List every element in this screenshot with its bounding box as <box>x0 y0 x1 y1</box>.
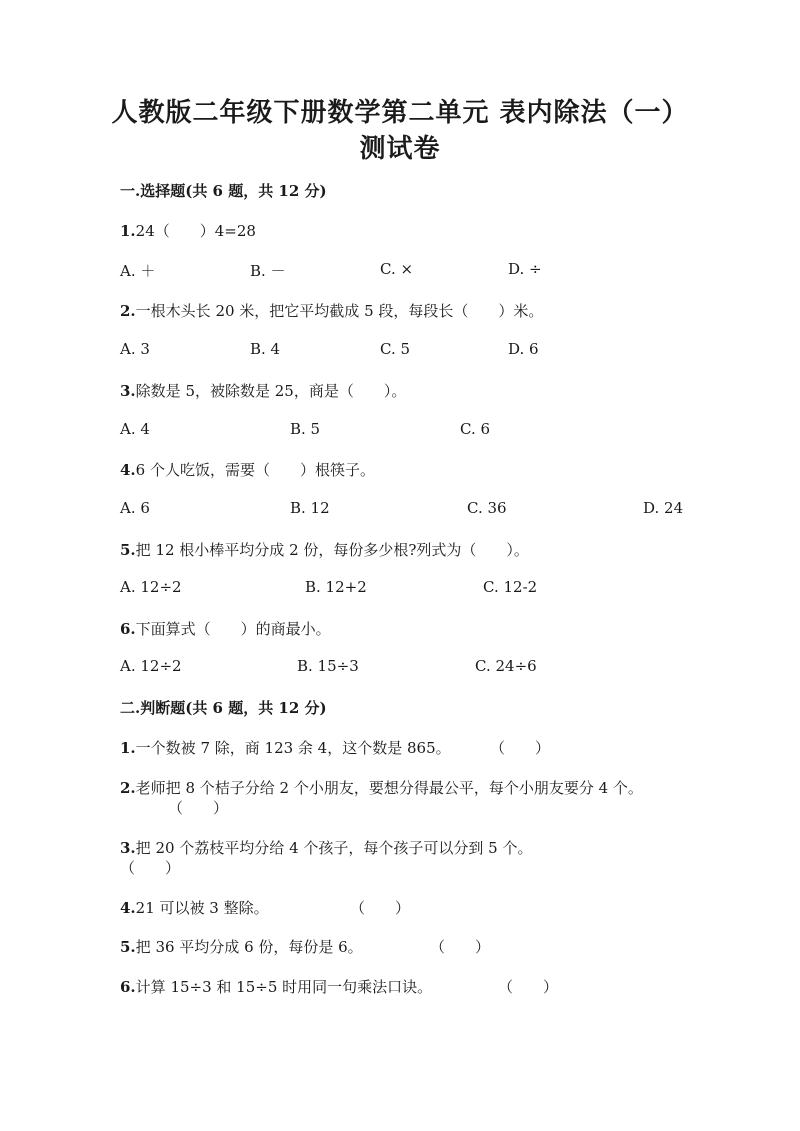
judge-question-5 <box>120 936 363 957</box>
question-text: 24（ ）4=28 <box>135 222 256 240</box>
question-number: 3. <box>120 839 136 857</box>
option-d: D. 24 <box>643 499 684 517</box>
option-b: B. 12+2 <box>305 578 367 596</box>
option-b: B. － <box>250 262 286 280</box>
judge-question-6 <box>120 976 432 997</box>
option-a: A. 6 <box>120 499 150 517</box>
question-text: 一个数被 7 除，商 123 余 4，这个数是 865。 <box>135 739 451 757</box>
answer-bracket: （ ） <box>430 938 491 956</box>
answer-bracket: （ ） <box>498 978 559 996</box>
question-number: 2. <box>120 779 136 797</box>
option-a: A. 4 <box>120 420 150 438</box>
judge-question-2 <box>120 777 643 798</box>
option-a: A. 3 <box>120 340 150 358</box>
option-c: C. 12-2 <box>483 578 538 596</box>
question-1 <box>120 220 256 241</box>
judge-question-1 <box>120 737 451 758</box>
option-b: B. 12 <box>290 499 330 517</box>
question-number: 5. <box>120 938 136 956</box>
option-b: B. 15÷3 <box>297 657 359 675</box>
question-text: 把 36 平均分成 6 份，每份是 6。 <box>135 938 363 956</box>
question-number: 1. <box>120 739 136 757</box>
question-text: 计算 15÷3 和 15÷5 时用同一句乘法口诀。 <box>135 978 433 996</box>
question-text: 6 个人吃饭，需要（ ）根筷子。 <box>135 461 375 479</box>
option-d: D. ÷ <box>508 260 542 278</box>
question-number: 5. <box>120 541 136 559</box>
exam-title: 人教版二年级下册数学第二单元 表内除法（一） <box>111 98 689 128</box>
section-heading-judge: 二.判断题(共 6 题，共 12 分) <box>120 699 327 717</box>
section-heading-choice: 一.选择题(共 6 题，共 12 分) <box>120 182 327 200</box>
option-b: B. 4 <box>250 340 281 358</box>
question-text: 老师把 8 个桔子分给 2 个小朋友，要想分得最公平，每个小朋友要分 4 个。 <box>135 779 643 797</box>
option-a: A. 12÷2 <box>120 657 182 675</box>
answer-bracket: （ ） <box>490 739 551 757</box>
question-number: 6. <box>120 620 136 638</box>
question-3 <box>120 380 406 401</box>
option-a: A. 12÷2 <box>120 578 182 596</box>
question-text: 下面算式（ ）的商最小。 <box>135 620 331 638</box>
question-text: 把 12 根小棒平均分成 2 份，每份多少根?列式为（ ）。 <box>135 541 529 559</box>
option-c: C. 24÷6 <box>475 657 537 675</box>
answer-bracket: （ ） <box>350 899 411 917</box>
option-c: C. 36 <box>467 499 507 517</box>
question-number: 6. <box>120 978 136 996</box>
option-c: C. 6 <box>460 420 491 438</box>
question-text: 一根木头长 20 米，把它平均截成 5 段，每段长（ ）米。 <box>135 302 544 320</box>
question-number: 1. <box>120 222 136 240</box>
option-d: D. 6 <box>508 340 539 358</box>
question-text: 把 20 个荔枝平均分给 4 个孩子，每个孩子可以分到 5 个。 <box>135 839 533 857</box>
question-5 <box>120 539 529 560</box>
option-c: C. × <box>380 260 414 278</box>
option-a: A. ＋ <box>120 262 156 280</box>
question-number: 4. <box>120 461 136 479</box>
option-b: B. 5 <box>290 420 321 438</box>
question-2 <box>120 300 543 321</box>
question-4 <box>120 459 375 480</box>
question-number: 4. <box>120 899 136 917</box>
answer-bracket: （ ） <box>120 859 181 877</box>
question-6 <box>120 618 331 639</box>
question-text: 除数是 5，被除数是 25，商是（ ）。 <box>135 382 407 400</box>
exam-subtitle: 测试卷 <box>359 134 441 164</box>
option-c: C. 5 <box>380 340 411 358</box>
judge-question-4 <box>120 897 269 918</box>
answer-bracket: （ ） <box>168 799 229 817</box>
question-number: 2. <box>120 302 136 320</box>
judge-question-3 <box>120 837 532 858</box>
question-number: 3. <box>120 382 136 400</box>
question-text: 21 可以被 3 整除。 <box>135 899 269 917</box>
